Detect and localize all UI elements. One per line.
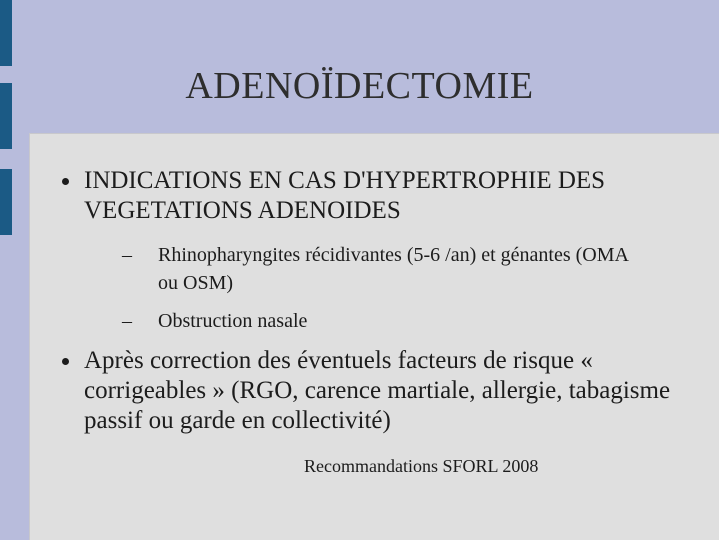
bullet-item: [84, 166, 684, 226]
slide-title: ADENOÏDECTOMIE: [185, 65, 534, 107]
sub-item-text: Rhinopharyngites récidivantes (5-6 /an) et génantes (OMA ou OSM): [158, 244, 628, 294]
bullet-text: INDICATIONS EN CAS D'HYPERTROPHIE DES VEGETATIONS ADENOIDES: [84, 167, 606, 224]
bullet-item: [84, 346, 684, 436]
dash-icon: –: [122, 310, 132, 332]
dash-icon: –: [122, 244, 132, 266]
bullet-text: Après correction des éventuels facteurs de risque « corrigeables » (RGO, carence martiale, allergie, tabagisme passif ou garde en collectivité): [84, 347, 671, 434]
bullet-dot-icon: [62, 358, 69, 365]
sub-item: [122, 241, 628, 297]
reference-citation: Recommandations SFORL 2008: [304, 456, 539, 476]
sub-item-text: Obstruction nasale: [158, 310, 308, 332]
accent-bar: [0, 169, 12, 235]
bullet-dot-icon: [62, 178, 69, 185]
accent-bar: [0, 0, 12, 66]
sub-item: [122, 307, 628, 335]
